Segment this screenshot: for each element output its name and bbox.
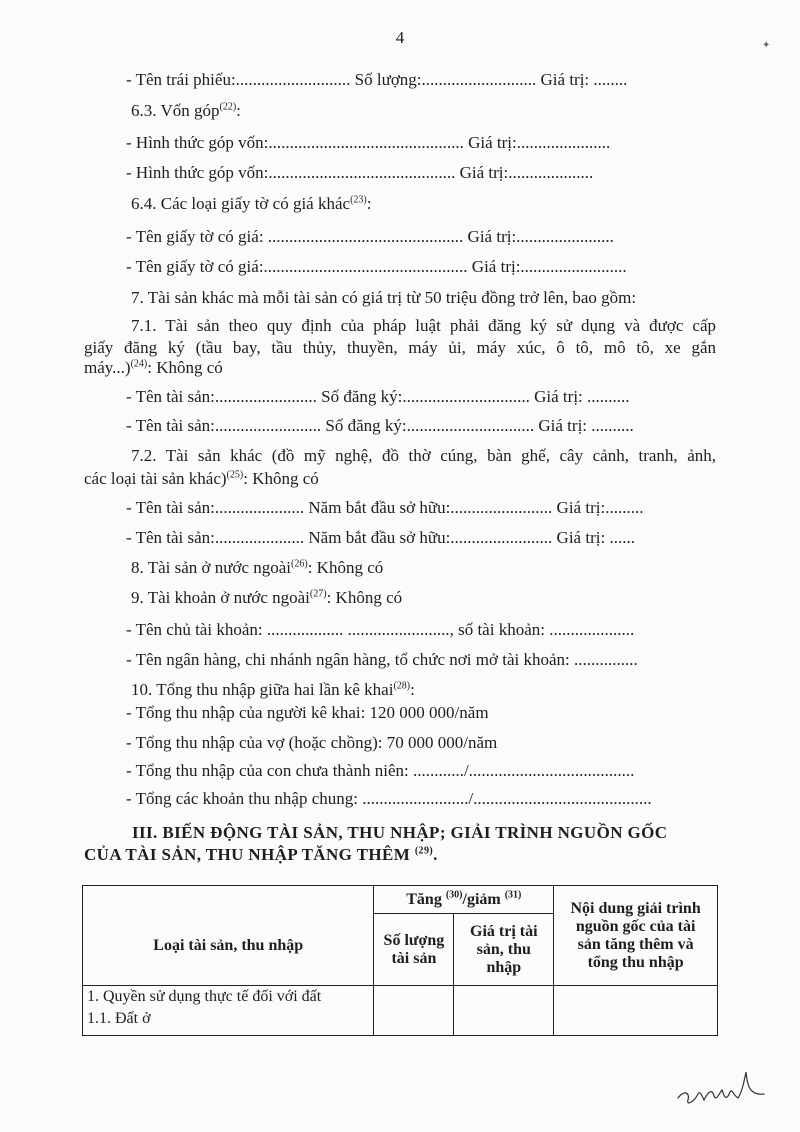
footnote-ref: (31) — [504, 889, 522, 901]
footnote-ref: (27) — [309, 588, 327, 600]
header-asset-type: Loại tài sản, thu nhập — [83, 886, 374, 986]
footnote-ref: (25) — [226, 469, 244, 481]
line-text-suffix: : — [366, 194, 372, 213]
line-text: - Tên giấy tờ có giá:................................................ Giá trị:......................... — [126, 257, 627, 276]
body-line — [126, 257, 716, 277]
section-heading-text: CỦA TÀI SẢN, THU NHẬP TĂNG THÊM — [84, 845, 415, 864]
header-increase-label: Tăng — [406, 890, 446, 908]
line-text: 7. Tài sản khác mà mỗi tài sản có giá trị từ 50 triệu đồng trở lên, bao gồm: — [131, 288, 637, 307]
line-text-suffix: : Không có — [243, 469, 319, 488]
row-land-use-rights: 1. Quyền sử dụng thực tế đối với đất — [87, 988, 322, 1005]
table-cell-quantity — [374, 986, 454, 1036]
line-text: máy...) — [84, 358, 131, 377]
line-text: - Tên giấy tờ có giá: .............................................. Giá trị:....................... — [126, 227, 614, 246]
footnote-ref: (30) — [445, 889, 463, 901]
footnote-ref: (24) — [130, 358, 148, 370]
page-edge-mark: ✦ — [762, 40, 771, 51]
line-text: - Tổng thu nhập của người kê khai: 120 000 000/năm — [126, 703, 489, 722]
line-text: 10. Tổng thu nhập giữa hai lần kê khai — [131, 680, 394, 699]
line-text: giấy đăng ký (tầu bay, tầu thủy, thuyền, máy ủi, máy xúc, ô tô, mô tô, xe gắn — [84, 338, 716, 357]
body-line — [131, 101, 716, 121]
line-text: - Tổng thu nhập của vợ (hoặc chồng): 70 000 000/năm — [126, 733, 498, 752]
body-line — [126, 703, 716, 723]
section-heading — [84, 822, 716, 866]
line-text: - Tổng thu nhập của con chưa thành niên: ............/....................................... — [126, 761, 635, 780]
body-line — [126, 528, 716, 548]
body-line — [131, 558, 716, 578]
line-text: - Hình thức góp vốn:............................................ Giá trị:.................... — [126, 163, 594, 182]
line-text: - Tên tài sản:..................... Năm bắt đầu sở hữu:........................ Giá trị:......... — [126, 498, 644, 517]
line-text-suffix: : Không có — [307, 558, 384, 577]
footnote-ref: (29) — [414, 845, 434, 857]
line-text: 6.3. Vốn góp — [131, 101, 220, 120]
line-text: 7.1. Tài sản theo quy định của pháp luật phải đăng ký sử dụng và được cấp — [131, 316, 716, 335]
body-line — [126, 163, 716, 183]
body-line — [126, 387, 716, 407]
body-line — [84, 338, 716, 358]
header-value: Giá trị tài sản, thu nhập — [454, 914, 554, 986]
footnote-ref: (23) — [350, 194, 367, 206]
body-line — [126, 650, 716, 670]
header-increase-decrease — [374, 886, 554, 914]
table-cell-asset-type — [83, 986, 374, 1036]
table-cell-value — [454, 986, 554, 1036]
line-text: 7.2. Tài sản khác (đồ mỹ nghệ, đồ thờ cúng, bàn ghế, cây cảnh, tranh, ảnh, — [131, 446, 716, 465]
body-line — [126, 620, 716, 640]
line-text: - Tên ngân hàng, chi nhánh ngân hàng, tổ chức nơi mở tài khoản: ............... — [126, 650, 638, 669]
body-line — [131, 316, 716, 336]
line-text-suffix: : Không có — [326, 588, 403, 607]
body-line — [126, 733, 716, 753]
line-text: 9. Tài khoản ở nước ngoài — [131, 588, 310, 607]
body-line — [131, 194, 716, 214]
footnote-ref: (28) — [393, 680, 411, 692]
header-explanation: Nội dung giải trình nguồn gốc của tài sản tăng thêm và tổng thu nhập — [554, 886, 718, 986]
body-line — [126, 227, 716, 247]
line-text: - Tên trái phiếu:........................... Số lượng:........................... Giá trị: ........ — [126, 70, 628, 89]
line-text: 6.4. Các loại giấy tờ có giá khác — [131, 194, 351, 213]
footnote-ref: (26) — [291, 558, 308, 570]
line-text: - Tên chủ tài khoản: .................. ........................, số tài khoản: .................... — [126, 620, 635, 639]
body-line — [126, 133, 716, 153]
footnote-ref: (22) — [219, 101, 237, 113]
body-line — [126, 416, 716, 436]
body-line — [131, 288, 716, 308]
line-text: - Tên tài sản:........................ Số đăng ký:.............................. Giá trị: .......... — [126, 387, 630, 406]
body-line — [84, 358, 716, 378]
body-line — [126, 498, 716, 518]
table-row — [83, 986, 718, 1036]
body-line — [126, 761, 716, 781]
section-heading-punct: . — [433, 845, 438, 864]
row-residential-land: 1.1. Đất ở — [87, 1010, 151, 1027]
line-text: các loại tài sản khác) — [84, 469, 227, 488]
body-line — [126, 70, 716, 90]
section-heading-line-1: III. BIẾN ĐỘNG TÀI SẢN, THU NHẬP; GIẢI TRÌNH NGUỒN GỐC — [132, 823, 668, 842]
body-line — [126, 789, 716, 809]
line-text-suffix: : Không có — [147, 358, 223, 377]
line-text: - Tên tài sản:......................... Số đăng ký:.............................. Giá trị: .......... — [126, 416, 634, 435]
line-text: 8. Tài sản ở nước ngoài — [131, 558, 292, 577]
signature-initials — [672, 1062, 772, 1112]
line-text-suffix: : — [236, 101, 241, 120]
body-line — [84, 469, 716, 489]
body-line — [131, 680, 716, 700]
line-text: - Tên tài sản:..................... Năm bắt đầu sở hữu:........................ Giá trị: ...... — [126, 528, 635, 547]
table-cell-explanation — [554, 986, 718, 1036]
header-decrease-label: /giảm — [462, 890, 505, 908]
table-header-row — [83, 886, 718, 914]
line-text: - Hình thức góp vốn:.............................................. Giá trị:...................... — [126, 133, 611, 152]
header-quantity: Số lượng tài sản — [374, 914, 454, 986]
body-line — [131, 446, 716, 466]
line-text-suffix: : — [410, 680, 415, 699]
section-heading-line-2 — [84, 844, 716, 866]
page-number: 4 — [395, 28, 405, 47]
body-line — [131, 588, 716, 608]
asset-change-table — [82, 885, 718, 1036]
line-text: - Tổng các khoản thu nhập chung: ........................./.......................................... — [126, 789, 652, 808]
